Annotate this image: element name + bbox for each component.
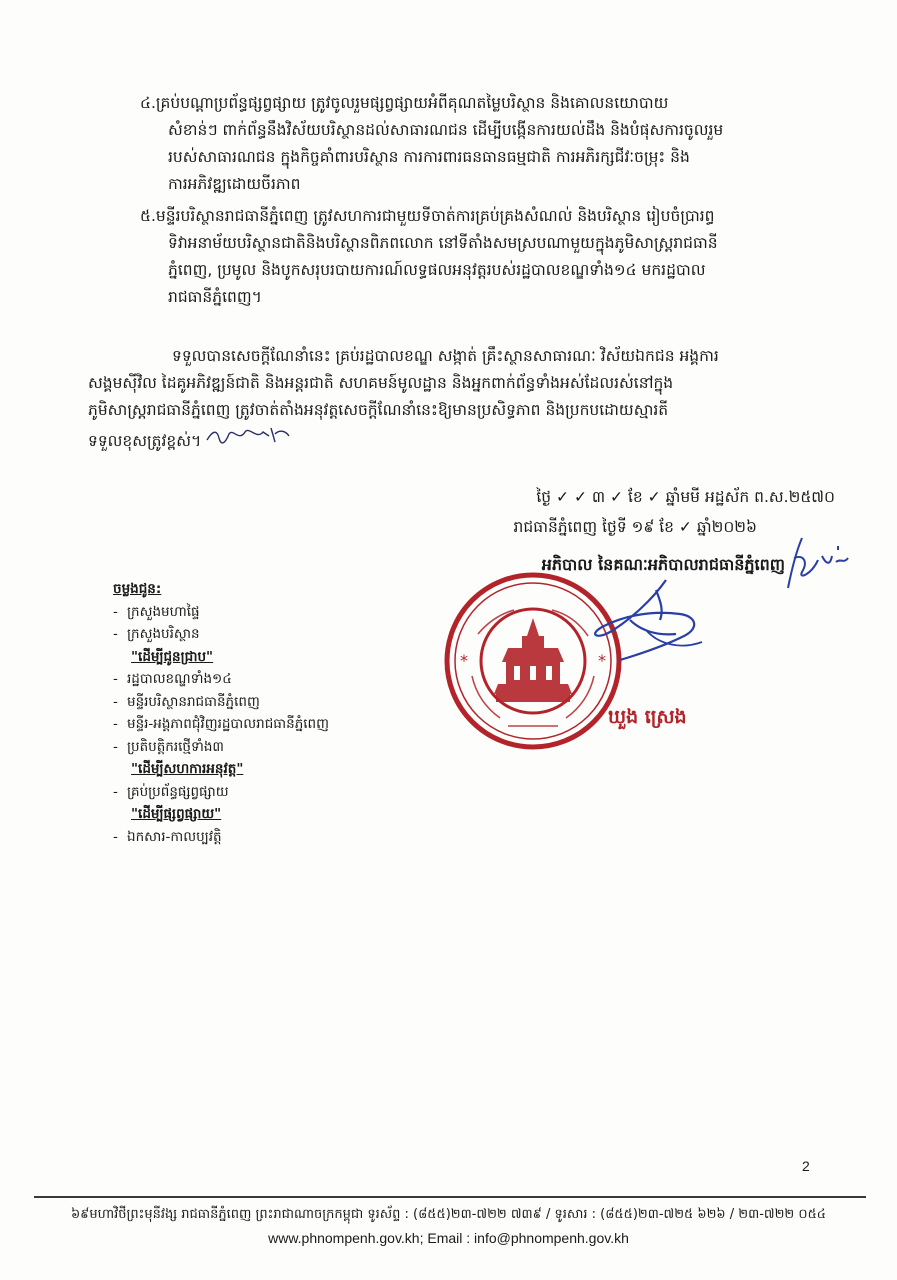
item-4-line-3: របស់សាធារណជន ក្នុងកិច្ចគាំពារបរិស្ថាន ការការពារធនធានធម្មជាតិ ការអភិរក្សជីវៈចម្រុះ និង xyxy=(168,148,690,166)
page-number: 2 xyxy=(802,1158,810,1174)
signer-name: ឃួង ស្រេង xyxy=(608,706,687,728)
footer-address: ៦៩មហាវិថីព្រះមុនីវង្ស រាជធានីភ្នំពេញ ព្រះរាជាណាចក្រកម្ពុជា ទូរស័ព្ទ : (៨៥៥)២៣-៧២២ ៧៣៩ / ទូរសារ : (៨៥៥)២៣-៧២៥ ៦២៦ / ២៣-៧២២ ០៥៤ xyxy=(70,1207,827,1222)
item-4-line-1: ៤.គ្រប់បណ្ដាប្រព័ន្ធផ្សព្វផ្សាយ ត្រូវចូលរួមផ្សព្វផ្សាយអំពីគុណតម្លៃបរិស្ថាន និងគោលនយោបាយ xyxy=(140,94,669,112)
gregorian-date: រាជធានីភ្នំពេញ ថ្ងៃទី ១៩ ខែ ✓ ឆ្នាំ២០២៦ xyxy=(513,518,757,536)
closing-line-1: ទទួលបានសេចក្ដីណែនាំនេះ គ្រប់រដ្ឋបាលខណ្ឌ សង្កាត់ គ្រឹះស្ថានសាធារណៈ វិស័យឯកជន អង្គការ xyxy=(172,347,719,365)
distribution-item: - គ្រប់ប្រព័ន្ធផ្សព្វផ្សាយ xyxy=(113,781,329,804)
distribution-group-label: "ដើម្បីផ្សព្វផ្សាយ" xyxy=(131,806,222,822)
distribution-item: - មន្ទីរ-អង្គភាពជុំវិញរដ្ឋបាលរាជធានីភ្នំពេញ xyxy=(113,713,329,736)
distribution-item: - ឯកសារ-កាលប្បវត្តិ xyxy=(113,826,329,849)
distribution-group-label: "ដើម្បីសហការអនុវត្ត" xyxy=(131,761,244,777)
item-5-line-3: ភ្នំពេញ, ប្រមូល និងបូកសរុបរបាយការណ៍លទ្ធផលអនុវត្តរបស់រដ្ឋបាលខណ្ឌទាំង១៤ មករដ្ឋបាល xyxy=(168,261,706,279)
distribution-group-label: "ដើម្បីជូនជ្រាប" xyxy=(131,648,214,665)
initials-scribble-icon xyxy=(205,424,291,446)
signature-icon xyxy=(560,570,710,680)
svg-text:*: * xyxy=(460,651,468,670)
closing-paragraph xyxy=(88,343,830,455)
item-5-line-1: ៥.មន្ទីរបរិស្ថានរាជធានីភ្នំពេញ ត្រូវសហការជាមួយទីចាត់ការគ្រប់គ្រងសំណល់ និងបរិស្ថាន រៀបចំប្រារព្ធ xyxy=(140,207,715,225)
item-4-line-4: ការអភិវឌ្ឍដោយចីរភាព xyxy=(168,175,301,193)
footer-contact xyxy=(0,1230,897,1246)
lunar-date: ថ្ងៃ ✓ ✓ ៣ ✓ ខែ ✓ ឆ្នាំមមី អដ្ឋស័ក ព.ស.២៥៧០ xyxy=(536,488,835,506)
signer-initials-icon xyxy=(778,528,858,598)
distribution-list xyxy=(113,578,329,848)
footer-divider xyxy=(34,1196,866,1198)
closing-line-3: ភូមិសាស្ត្ររាជធានីភ្នំពេញ ត្រូវចាត់តាំងអនុវត្តសេចក្ដីណែនាំនេះឱ្យមានប្រសិទ្ធភាព និងប្រកបដោយស្មារតី xyxy=(88,401,669,419)
paragraph-item-4 xyxy=(140,90,830,198)
paragraph-item-5 xyxy=(140,203,830,311)
distribution-item: - រដ្ឋបាលខណ្ឌទាំង១៤ xyxy=(113,668,329,691)
item-5-line-4: រាជធានីភ្នំពេញ។ xyxy=(168,288,262,306)
distribution-item: - ក្រសួងមហាផ្ទៃ xyxy=(113,601,329,624)
item-4-line-2: សំខាន់ៗ ពាក់ព័ន្ធនឹងវិស័យបរិស្ថានដល់សាធារណជន ដើម្បីបង្កើនការយល់ដឹង និងបំផុសការចូលរួម xyxy=(168,121,724,139)
distribution-heading: ចម្លងជូន: xyxy=(113,581,162,597)
closing-line-4-text: ទទួលខុសត្រូវខ្ពស់។ xyxy=(88,432,202,450)
closing-line-2: សង្គមស៊ីវិល ដៃគូអភិវឌ្ឍន៍ជាតិ និងអន្តរជាតិ សហគមន៍មូលដ្ឋាន និងអ្នកពាក់ព័ន្ធទាំងអស់ដែលរស់នៅក្នុង xyxy=(88,374,674,392)
distribution-item: - ក្រសួងបរិស្ថាន xyxy=(113,623,329,646)
distribution-item: - ប្រតិបត្តិករថ្មើទាំង៣ xyxy=(113,736,329,759)
item-5-line-2: ទិវាអនាម័យបរិស្ថានជាតិនិងបរិស្ថានពិភពលោក នៅទីតាំងសមស្របណាមួយក្នុងភូមិសាស្ត្ររាជធានី xyxy=(168,234,718,252)
svg-text:*: * xyxy=(598,651,606,670)
distribution-item: - មន្ទីរបរិស្ថានរាជធានីភ្នំពេញ xyxy=(113,691,329,714)
closing-line-4 xyxy=(88,424,830,455)
signer-title: អភិបាល នៃគណៈអភិបាលរាជធានីភ្នំពេញ xyxy=(541,555,785,574)
footer-website-link[interactable]: www.phnompenh.gov.kh; Email : info@phnompenh.gov.kh xyxy=(268,1230,629,1246)
